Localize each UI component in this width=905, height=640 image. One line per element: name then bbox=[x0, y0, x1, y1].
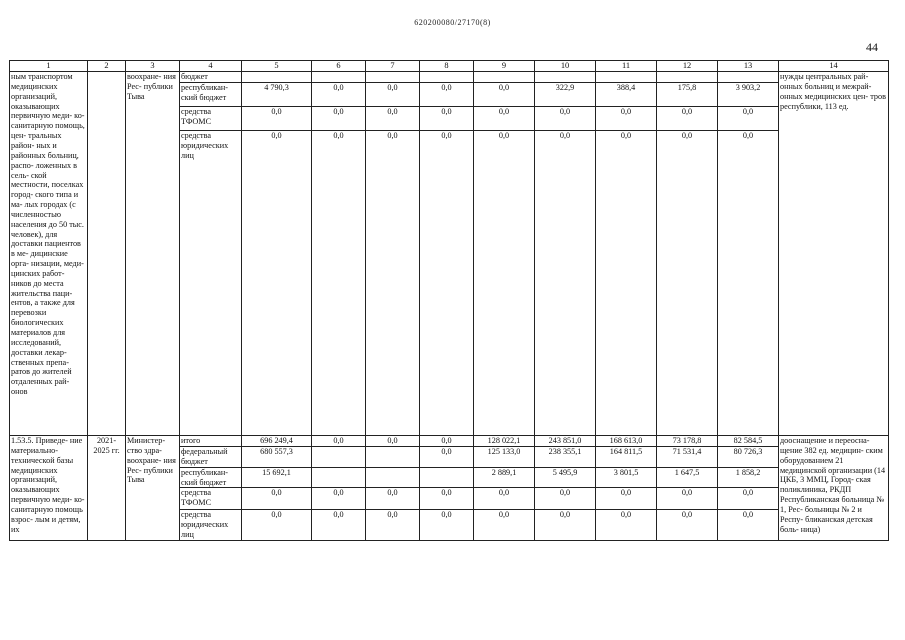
column-header-8: 8 bbox=[420, 61, 474, 72]
value-cell: 0,0 bbox=[474, 510, 535, 541]
value-cell: 0,0 bbox=[474, 83, 535, 107]
value-cell bbox=[420, 72, 474, 83]
value-cell: 322,9 bbox=[535, 83, 596, 107]
value-cell: 0,0 bbox=[535, 488, 596, 510]
period-cell bbox=[88, 72, 126, 436]
value-cell: 0,0 bbox=[312, 131, 366, 436]
table-row bbox=[10, 436, 889, 447]
value-cell: 0,0 bbox=[474, 488, 535, 510]
executor-cell: Министер- ство здра- воохране- ния Рес- публики Тыва bbox=[126, 436, 180, 541]
column-header-5: 5 bbox=[242, 61, 312, 72]
funding-source-cell: средства ТФОМС bbox=[180, 107, 242, 131]
value-cell: 0,0 bbox=[420, 107, 474, 131]
value-cell: 168 613,0 bbox=[596, 436, 657, 447]
value-cell bbox=[242, 72, 312, 83]
value-cell: 388,4 bbox=[596, 83, 657, 107]
value-cell: 3 903,2 bbox=[718, 83, 779, 107]
value-cell: 0,0 bbox=[242, 131, 312, 436]
value-cell: 0,0 bbox=[420, 436, 474, 447]
value-cell: 5 495,9 bbox=[535, 467, 596, 488]
column-header-1: 1 bbox=[10, 61, 88, 72]
value-cell bbox=[366, 467, 420, 488]
column-header-11: 11 bbox=[596, 61, 657, 72]
value-cell bbox=[657, 72, 718, 83]
value-cell: 0,0 bbox=[657, 107, 718, 131]
value-cell: 0,0 bbox=[312, 510, 366, 541]
value-cell: 0,0 bbox=[420, 510, 474, 541]
funding-source-cell: средства юридических лиц bbox=[180, 510, 242, 541]
value-cell: 0,0 bbox=[312, 436, 366, 447]
value-cell: 71 531,4 bbox=[657, 447, 718, 468]
value-cell: 0,0 bbox=[535, 510, 596, 541]
value-cell bbox=[420, 467, 474, 488]
value-cell: 128 022,1 bbox=[474, 436, 535, 447]
value-cell: 0,0 bbox=[366, 436, 420, 447]
value-cell: 0,0 bbox=[596, 131, 657, 436]
value-cell: 0,0 bbox=[596, 488, 657, 510]
value-cell: 164 811,5 bbox=[596, 447, 657, 468]
value-cell: 0,0 bbox=[535, 107, 596, 131]
value-cell: 175,8 bbox=[657, 83, 718, 107]
value-cell: 0,0 bbox=[312, 107, 366, 131]
value-cell: 0,0 bbox=[596, 510, 657, 541]
value-cell: 0,0 bbox=[366, 510, 420, 541]
value-cell: 238 355,1 bbox=[535, 447, 596, 468]
value-cell: 80 726,3 bbox=[718, 447, 779, 468]
value-cell bbox=[312, 447, 366, 468]
value-cell bbox=[474, 72, 535, 83]
executor-cell: воохране- ния Рес- публики Тыва bbox=[126, 72, 180, 436]
value-cell: 0,0 bbox=[242, 510, 312, 541]
funding-source-cell: итого bbox=[180, 436, 242, 447]
value-cell: 0,0 bbox=[535, 131, 596, 436]
program-table bbox=[9, 60, 889, 541]
value-cell: 0,0 bbox=[657, 488, 718, 510]
column-header-10: 10 bbox=[535, 61, 596, 72]
value-cell: 0,0 bbox=[420, 488, 474, 510]
value-cell: 0,0 bbox=[718, 488, 779, 510]
funding-source-cell: республикан- ский бюджет bbox=[180, 83, 242, 107]
value-cell: 243 851,0 bbox=[535, 436, 596, 447]
value-cell: 0,0 bbox=[242, 107, 312, 131]
value-cell: 125 133,0 bbox=[474, 447, 535, 468]
value-cell: 0,0 bbox=[366, 83, 420, 107]
value-cell: 696 249,4 bbox=[242, 436, 312, 447]
value-cell bbox=[535, 72, 596, 83]
result-cell: дооснащение и переосна- щение 382 ед. медицин- ским оборудованием 21 медицинской организации (14 ЦКБ, 3 ММЦ, Город- ская поликлиника, РКДП Республиканская больница № 1, Рес- больницы № 2 и Респу- бликанская детская боль- ница) bbox=[779, 436, 889, 541]
column-header-13: 13 bbox=[718, 61, 779, 72]
value-cell bbox=[312, 72, 366, 83]
value-cell bbox=[366, 72, 420, 83]
value-cell: 0,0 bbox=[366, 488, 420, 510]
table-row bbox=[10, 72, 889, 83]
value-cell: 3 801,5 bbox=[596, 467, 657, 488]
page-number: 44 bbox=[866, 40, 878, 54]
value-cell: 0,0 bbox=[242, 488, 312, 510]
column-header-6: 6 bbox=[312, 61, 366, 72]
value-cell: 0,0 bbox=[366, 131, 420, 436]
funding-source-cell: республикан- ский бюджет bbox=[180, 467, 242, 488]
value-cell: 0,0 bbox=[312, 488, 366, 510]
value-cell: 73 178,8 bbox=[657, 436, 718, 447]
funding-source-cell: средства ТФОМС bbox=[180, 488, 242, 510]
value-cell: 82 584,5 bbox=[718, 436, 779, 447]
result-cell: нужды центральных рай- онных больниц и межрай- онных медицинских цен- тров республики, 113 ед. bbox=[779, 72, 889, 436]
value-cell: 0,0 bbox=[420, 83, 474, 107]
column-header-14: 14 bbox=[779, 61, 889, 72]
value-cell: 0,0 bbox=[718, 510, 779, 541]
funding-source-cell: бюджет bbox=[180, 72, 242, 83]
value-cell: 0,0 bbox=[312, 83, 366, 107]
value-cell bbox=[718, 72, 779, 83]
value-cell: 4 790,3 bbox=[242, 83, 312, 107]
value-cell: 0,0 bbox=[657, 131, 718, 436]
column-header-3: 3 bbox=[126, 61, 180, 72]
value-cell: 0,0 bbox=[596, 107, 657, 131]
value-cell bbox=[312, 467, 366, 488]
value-cell: 0,0 bbox=[718, 107, 779, 131]
value-cell bbox=[596, 72, 657, 83]
header-row bbox=[10, 61, 889, 72]
value-cell: 0,0 bbox=[718, 131, 779, 436]
value-cell: 15 692,1 bbox=[242, 467, 312, 488]
value-cell: 680 557,3 bbox=[242, 447, 312, 468]
value-cell: 0,0 bbox=[474, 131, 535, 436]
value-cell: 0,0 bbox=[474, 107, 535, 131]
value-cell bbox=[366, 447, 420, 468]
value-cell: 0,0 bbox=[657, 510, 718, 541]
column-header-4: 4 bbox=[180, 61, 242, 72]
measure-description: 1.53.5. Приведе- ние материально- технической базы медицинских организаций, оказывающих первичную меди- ко-санитарную помощь взрос- лым и детям, их bbox=[10, 436, 88, 541]
column-header-9: 9 bbox=[474, 61, 535, 72]
column-header-7: 7 bbox=[366, 61, 420, 72]
value-cell: 0,0 bbox=[366, 107, 420, 131]
value-cell: 0,0 bbox=[420, 447, 474, 468]
value-cell: 2 889,1 bbox=[474, 467, 535, 488]
column-header-12: 12 bbox=[657, 61, 718, 72]
funding-source-cell: средства юридических лиц bbox=[180, 131, 242, 436]
period-cell: 2021- 2025 гг. bbox=[88, 436, 126, 541]
value-cell: 1 858,2 bbox=[718, 467, 779, 488]
value-cell: 1 647,5 bbox=[657, 467, 718, 488]
funding-source-cell: федеральный бюджет bbox=[180, 447, 242, 468]
document-code: 620200080/27170(8) bbox=[414, 18, 491, 27]
column-header-2: 2 bbox=[88, 61, 126, 72]
value-cell: 0,0 bbox=[420, 131, 474, 436]
measure-description: ным транспортом медицинских организаций, оказывающих первичную меди- ко-санитарную помощь, цен- тральных район- ных и районных больниц, распо- ложенных в сель- ской местности, поселках город- ского типа и ма- лых городах (с численностью населения до 50 тыс. человек), для доставки пациентов в ме- дицинские орга- низации, меди- цинских работ- ников до места жительства паци- ентов, а также для перевозки биологических материалов для исследований, доставки лекар- ственных препа- ратов до жителей отдаленных рай- онов bbox=[10, 72, 88, 436]
